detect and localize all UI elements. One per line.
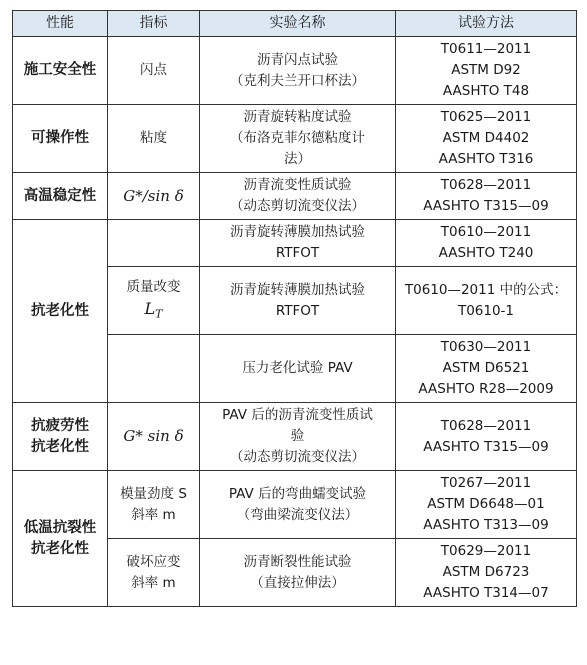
experiment-cell: 沥青闪点试验 （克利夫兰开口杯法） (200, 37, 396, 105)
table-row (13, 173, 577, 220)
index-cell: G*/sin δ (108, 173, 200, 220)
performance-cell: 高温稳定性 (13, 173, 108, 220)
performance-cell: 抗疲劳性 抗老化性 (13, 403, 108, 471)
table-row (13, 471, 577, 539)
performance-cell: 可操作性 (13, 105, 108, 173)
table-row (13, 403, 577, 471)
index-cell: 质量改变 $L_T$ (108, 267, 200, 335)
performance-cell: 抗老化性 (13, 220, 108, 403)
method-cell: T0625—2011 ASTM D4402 AASHTO T316 (396, 105, 577, 173)
method-cell: T0628—2011 AASHTO T315—09 (396, 403, 577, 471)
index-cell (108, 220, 200, 267)
header-method: 试验方法 (396, 11, 577, 37)
method-cell: T0267—2011 ASTM D6648—01 AASHTO T313—09 (396, 471, 577, 539)
experiment-cell: 沥青旋转薄膜加热试验 RTFOT (200, 220, 396, 267)
header-row (13, 11, 577, 37)
method-cell: T0629—2011 ASTM D6723 AASHTO T314—07 (396, 539, 577, 607)
experiment-cell: 沥青流变性质试验 （动态剪切流变仪法） (200, 173, 396, 220)
method-cell: T0610—2011 AASHTO T240 (396, 220, 577, 267)
index-cell: 模量劲度 S 斜率 m (108, 471, 200, 539)
performance-cell: 低温抗裂性 抗老化性 (13, 471, 108, 607)
index-cell (108, 335, 200, 403)
experiment-cell: PAV 后的弯曲蠕变试验 （弯曲梁流变仪法） (200, 471, 396, 539)
experiment-cell: 沥青断裂性能试验 （直接拉伸法） (200, 539, 396, 607)
method-cell: T0630—2011 ASTM D6521 AASHTO R28—2009 (396, 335, 577, 403)
method-cell: T0611—2011 ASTM D92 AASHTO T48 (396, 37, 577, 105)
experiment-cell: 压力老化试验 PAV (200, 335, 396, 403)
experiment-cell: PAV 后的沥青流变性质试 验 （动态剪切流变仪法） (200, 403, 396, 471)
index-cell: G* sin δ (108, 403, 200, 471)
index-cell: 闪点 (108, 37, 200, 105)
header-experiment: 实验名称 (200, 11, 396, 37)
header-performance: 性能 (13, 11, 108, 37)
index-cell: 破坏应变 斜率 m (108, 539, 200, 607)
table-row (13, 37, 577, 105)
table-row (13, 105, 577, 173)
experiment-cell: 沥青旋转薄膜加热试验 RTFOT (200, 267, 396, 335)
test-methods-table (12, 10, 577, 607)
experiment-cell: 沥青旋转粘度试验 （布洛克菲尔德粘度计 法） (200, 105, 396, 173)
performance-cell: 施工安全性 (13, 37, 108, 105)
method-cell: T0628—2011 AASHTO T315—09 (396, 173, 577, 220)
table-row (13, 220, 577, 267)
header-index: 指标 (108, 11, 200, 37)
index-cell: 粘度 (108, 105, 200, 173)
method-cell: T0610—2011 中的公式： T0610-1 (396, 267, 577, 335)
